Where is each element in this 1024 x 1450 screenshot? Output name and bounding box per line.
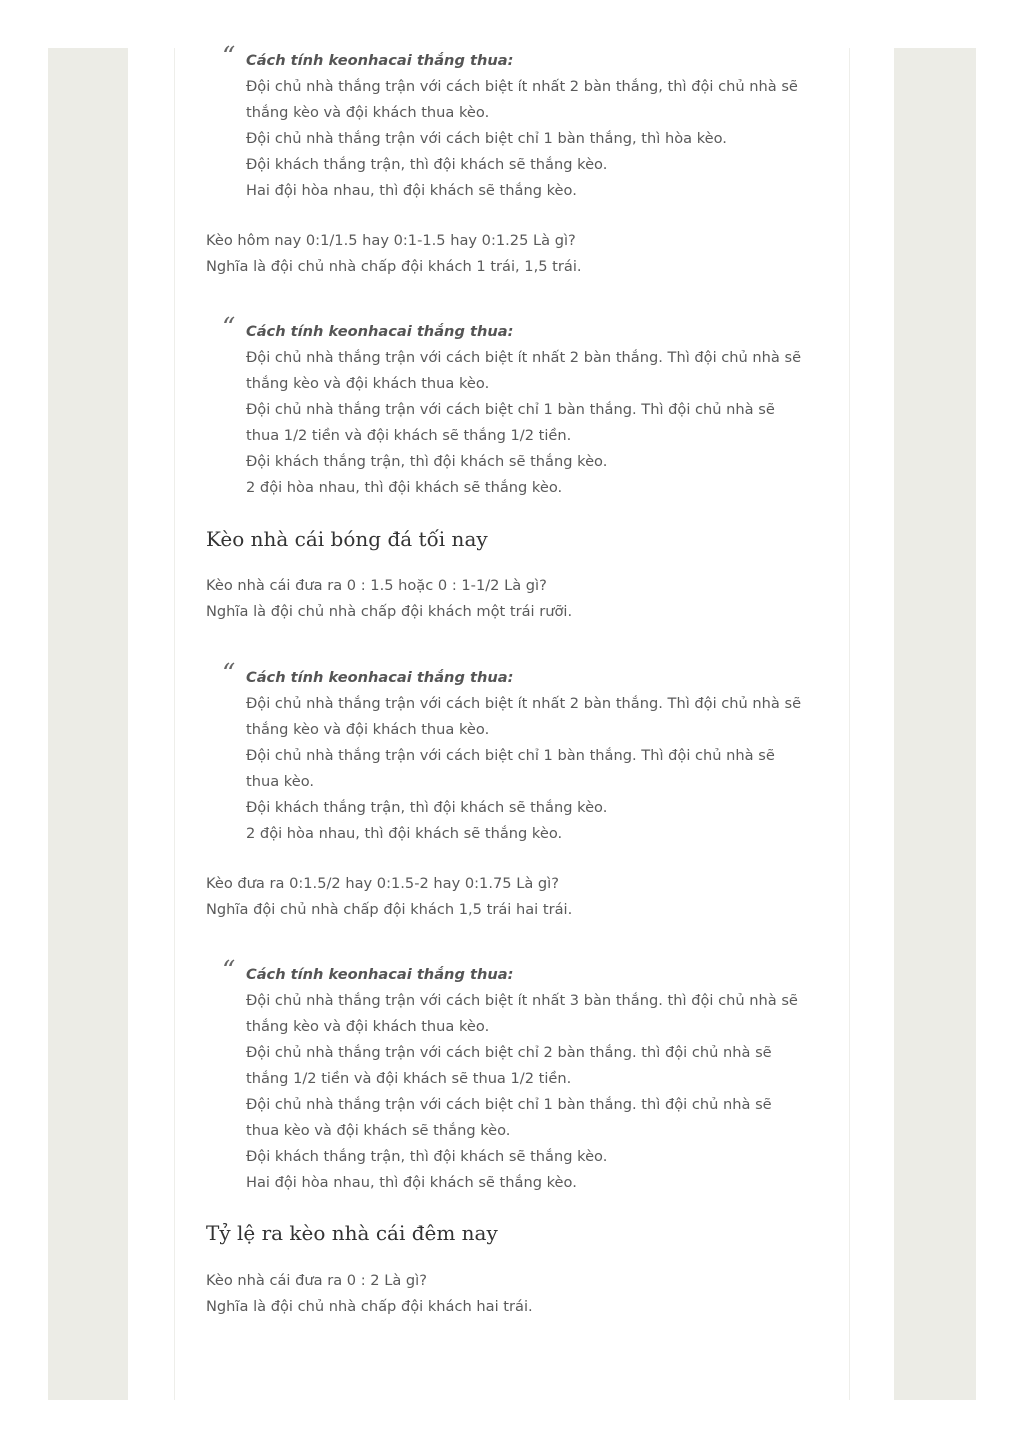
blockquote-line: Hai đội hòa nhau, thì đội khách sẽ thắng kèo. bbox=[246, 182, 577, 199]
paragraph-line: Kèo hôm nay 0:1/1.5 hay 0:1-1.5 hay 0:1.25 Là gì? bbox=[206, 232, 576, 249]
quote-icon: “ bbox=[222, 313, 236, 343]
paragraph-line: Nghĩa là đội chủ nhà chấp đội khách 1 trái, 1,5 trái. bbox=[206, 258, 582, 275]
paragraph-2 bbox=[206, 573, 572, 625]
blockquote-line: Đội khách thắng trận, thì đội khách sẽ thắng kèo. bbox=[246, 453, 608, 470]
blockquote-title: Cách tính keonhacai thắng thua: bbox=[246, 52, 514, 69]
paragraph-line: Nghĩa đội chủ nhà chấp đội khách 1,5 trái hai trái. bbox=[206, 901, 573, 918]
paragraph-line: Kèo nhà cái đưa ra 0 : 1.5 hoặc 0 : 1-1/2 Là gì? bbox=[206, 577, 547, 594]
blockquote-line: Đội chủ nhà thắng trận với cách biệt chỉ 1 bàn thắng. Thì đội chủ nhà sẽ thua kèo. bbox=[246, 747, 775, 790]
paragraph-4 bbox=[206, 1268, 533, 1320]
blockquote-title: Cách tính keonhacai thắng thua: bbox=[246, 323, 514, 340]
blockquote-line: Đội chủ nhà thắng trận với cách biệt chỉ 2 bàn thắng. thì đội chủ nhà sẽ thắng 1/2 tiền và đội khách sẽ thua 1/2 tiền. bbox=[246, 1044, 772, 1087]
blockquote-title: Cách tính keonhacai thắng thua: bbox=[246, 966, 514, 983]
blockquote-line: Đội chủ nhà thắng trận với cách biệt chỉ 1 bàn thắng. Thì đội chủ nhà sẽ thua 1/2 tiền và đội khách sẽ thắng 1/2 tiền. bbox=[246, 401, 775, 444]
blockquote-line: Đội chủ nhà thắng trận với cách biệt ít nhất 2 bàn thắng, thì đội chủ nhà sẽ thắng kèo và đội khách thua kèo. bbox=[246, 78, 798, 121]
paragraph-line: Kèo đưa ra 0:1.5/2 hay 0:1.5-2 hay 0:1.75 Là gì? bbox=[206, 875, 559, 892]
paragraph-3 bbox=[206, 871, 572, 923]
blockquote-title: Cách tính keonhacai thắng thua: bbox=[246, 669, 514, 686]
blockquote-line: Đội chủ nhà thắng trận với cách biệt ít nhất 2 bàn thắng. Thì đội chủ nhà sẽ thắng kèo và đội khách thua kèo. bbox=[246, 349, 802, 392]
blockquote-line: Đội chủ nhà thắng trận với cách biệt chỉ 1 bàn thắng. thì đội chủ nhà sẽ thua kèo và đội khách sẽ thắng kèo. bbox=[246, 1096, 772, 1139]
blockquote-line: Đội khách thắng trận, thì đội khách sẽ thắng kèo. bbox=[246, 156, 608, 173]
blockquote-line: Đội chủ nhà thắng trận với cách biệt chỉ 1 bàn thắng, thì hòa kèo. bbox=[246, 130, 727, 147]
blockquote-line: 2 đội hòa nhau, thì đội khách sẽ thắng kèo. bbox=[246, 825, 563, 842]
quote-icon: “ bbox=[222, 956, 236, 986]
blockquote-line: Đội chủ nhà thắng trận với cách biệt ít nhất 3 bàn thắng. thì đội chủ nhà sẽ thắng kèo và đội khách thua kèo. bbox=[246, 992, 798, 1035]
paragraph-line: Nghĩa là đội chủ nhà chấp đội khách một trái rưỡi. bbox=[206, 603, 573, 620]
blockquote-line: Hai đội hòa nhau, thì đội khách sẽ thắng kèo. bbox=[246, 1174, 577, 1191]
paragraph-line: Nghĩa là đội chủ nhà chấp đội khách hai trái. bbox=[206, 1298, 533, 1315]
blockquote-line: Đội chủ nhà thắng trận với cách biệt ít nhất 2 bàn thắng. Thì đội chủ nhà sẽ thắng kèo và đội khách thua kèo. bbox=[246, 695, 802, 738]
blockquote-line: Đội khách thắng trận, thì đội khách sẽ thắng kèo. bbox=[246, 1148, 608, 1165]
quote-icon: “ bbox=[222, 42, 236, 72]
paragraph-line: Kèo nhà cái đưa ra 0 : 2 Là gì? bbox=[206, 1272, 427, 1289]
paragraph-1 bbox=[206, 228, 582, 280]
section-heading: Kèo nhà cái bóng đá tối nay bbox=[206, 527, 488, 551]
quote-icon: “ bbox=[222, 659, 236, 689]
section-heading: Tỷ lệ ra kèo nhà cái đêm nay bbox=[206, 1221, 498, 1245]
blockquote-line: 2 đội hòa nhau, thì đội khách sẽ thắng kèo. bbox=[246, 479, 563, 496]
blockquote-line: Đội khách thắng trận, thì đội khách sẽ thắng kèo. bbox=[246, 799, 608, 816]
